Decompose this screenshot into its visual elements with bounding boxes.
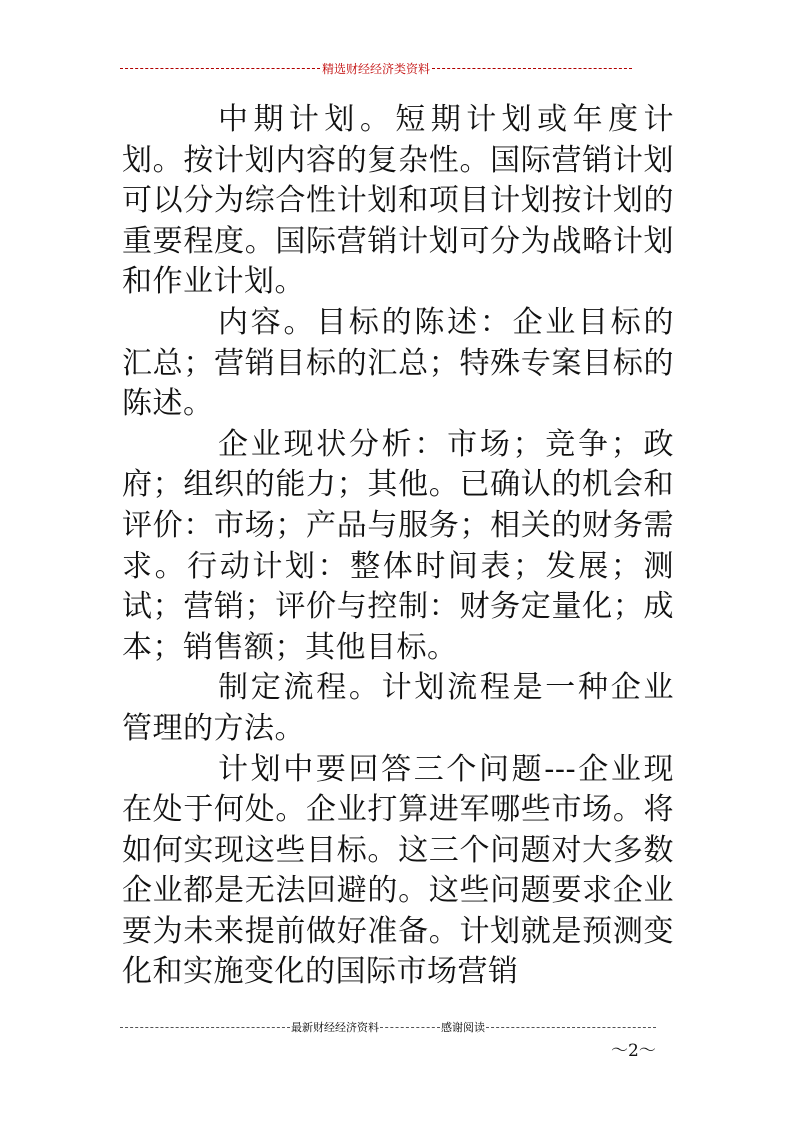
footer-right-label: 感谢阅读 — [441, 1021, 485, 1034]
paragraph-three-questions: 计划中要回答三个问题---企业现在处于何处。企业打算进军哪些市场。将如何实现这些目标。这三个问题对大多数企业都是无法回避的。这些问题要求企业要为未来提前做好准备。计划就是预测变化和实施变化的国际市场营销 — [122, 751, 674, 990]
footer-rule-left — [120, 1027, 290, 1028]
page-header — [120, 60, 632, 76]
footer-left-label: 最新财经经济资料 — [291, 1021, 379, 1034]
header-rule-right — [432, 68, 632, 69]
paragraph-status-analysis: 企业现状分析：市场；竞争；政府；组织的能力；其他。已确认的机会和评价：市场；产品与服务；相关的财务需求。行动计划：整体时间表；发展；测试；营销；评价与控制：财务定量化；成本；销售额；其他目标。 — [122, 426, 674, 665]
paragraph-process: 制定流程。计划流程是一种企业管理的方法。 — [122, 670, 674, 746]
page-number: ～2～ — [611, 1041, 656, 1061]
footer-rule-right — [486, 1027, 656, 1028]
page-footer — [120, 1020, 656, 1034]
footer-rule-middle — [380, 1027, 440, 1028]
document-body — [122, 100, 674, 993]
paragraph-content: 内容。目标的陈述：企业目标的汇总；营销目标的汇总；特殊专案目标的陈述。 — [122, 304, 674, 422]
header-rule-left — [120, 68, 320, 69]
header-title: 精选财经经济类资料 — [322, 61, 431, 76]
paragraph-plan-types: 中期计划。短期计划或年度计划。按计划内容的复杂性。国际营销计划可以分为综合性计划和项目计划按计划的重要程度。国际营销计划可分为战略计划和作业计划。 — [122, 102, 674, 300]
